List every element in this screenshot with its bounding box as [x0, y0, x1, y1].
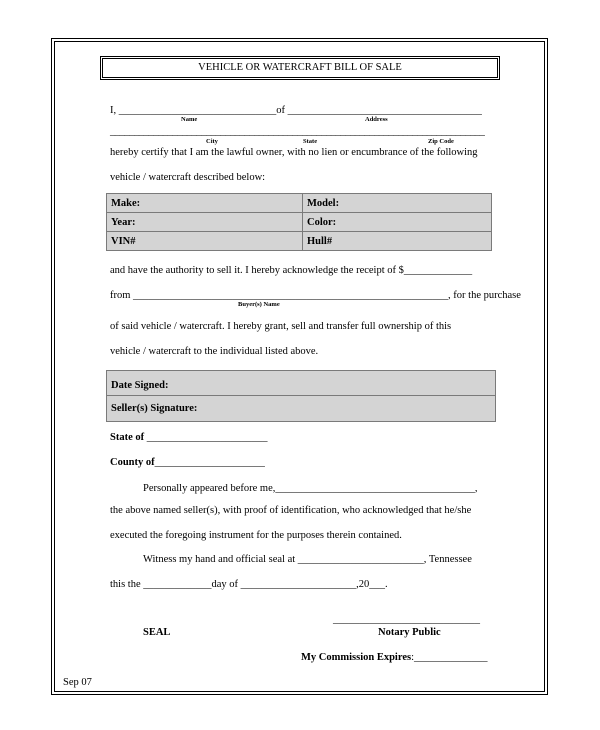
document-title: VEHICLE OR WATERCRAFT BILL OF SALE — [102, 58, 498, 78]
table-row — [107, 194, 492, 213]
commission-line — [301, 652, 487, 663]
model-field[interactable]: Model: — [303, 194, 492, 213]
state-of-label: State of — [110, 432, 145, 443]
vehicle-table — [106, 193, 492, 251]
owner-name-field[interactable]: I, ______________________________ — [110, 105, 277, 116]
county-of-field[interactable]: _____________________ — [154, 457, 265, 468]
notary-public-label: Notary Public — [378, 627, 441, 638]
owner-address-field[interactable]: of _____________________________________ — [276, 105, 482, 116]
caption-buyer-name: Buyer(s) Name — [238, 301, 280, 308]
page-border-inner — [54, 41, 545, 692]
date-signed-field[interactable]: Date Signed: — [107, 371, 495, 396]
table-row — [107, 213, 492, 232]
caption-city: City — [206, 138, 218, 145]
witness-field[interactable]: Witness my hand and official seal at ________________________, Tennessee — [143, 554, 472, 565]
seller-signature-field[interactable]: Seller(s) Signature: — [111, 403, 198, 414]
year-field[interactable]: Year: — [107, 213, 303, 232]
commission-label: My Commission Expires — [301, 652, 412, 663]
signature-box — [106, 370, 496, 422]
buyer-name-field[interactable]: from ____________________________________________________________, for the purchase — [110, 290, 521, 301]
described-text: vehicle / watercraft described below: — [110, 172, 266, 183]
listed-text: vehicle / watercraft to the individual listed above. — [110, 346, 319, 357]
county-of-label: County of — [110, 457, 155, 468]
caption-zip: Zip Code — [428, 138, 454, 145]
caption-name: Name — [181, 116, 198, 123]
date-day-field[interactable]: this the _____________day of ______________________,20___. — [110, 579, 388, 590]
executed-text: executed the foregoing instrument for the purposes therein contained. — [110, 530, 402, 541]
caption-address: Address — [365, 116, 388, 123]
vin-field[interactable]: VIN# — [107, 232, 303, 251]
state-of-line — [110, 432, 268, 443]
grant-text: of said vehicle / watercraft. I hereby grant, sell and transfer full ownership of this — [110, 321, 452, 332]
footer-date: Sep 07 — [63, 677, 92, 688]
notary-signature-line[interactable]: ____________________________ — [333, 614, 480, 625]
color-field[interactable]: Color: — [303, 213, 492, 232]
appeared-field[interactable]: Personally appeared before me,______________________________________, — [143, 483, 478, 494]
county-of-line — [110, 457, 265, 468]
certify-text: hereby certify that I am the lawful owner, with no lien or encumbrance of the following — [110, 147, 478, 158]
hull-field[interactable]: Hull# — [303, 232, 492, 251]
seal-label: SEAL — [143, 627, 171, 638]
authority-text: and have the authority to sell it. I hereby acknowledge the receipt of $_____________ — [110, 265, 473, 276]
state-of-field[interactable]: _______________________ — [144, 432, 268, 443]
above-named-text: the above named seller(s), with proof of identification, who acknowledged that he/she — [110, 505, 472, 516]
city-state-zip-field[interactable]: ______________________________________________________________________________ — [110, 126, 485, 137]
make-field[interactable]: Make: — [107, 194, 303, 213]
caption-state: State — [303, 138, 318, 145]
table-row — [107, 232, 492, 251]
commission-field[interactable]: :______________ — [411, 652, 488, 663]
owner-name-line — [110, 105, 482, 116]
